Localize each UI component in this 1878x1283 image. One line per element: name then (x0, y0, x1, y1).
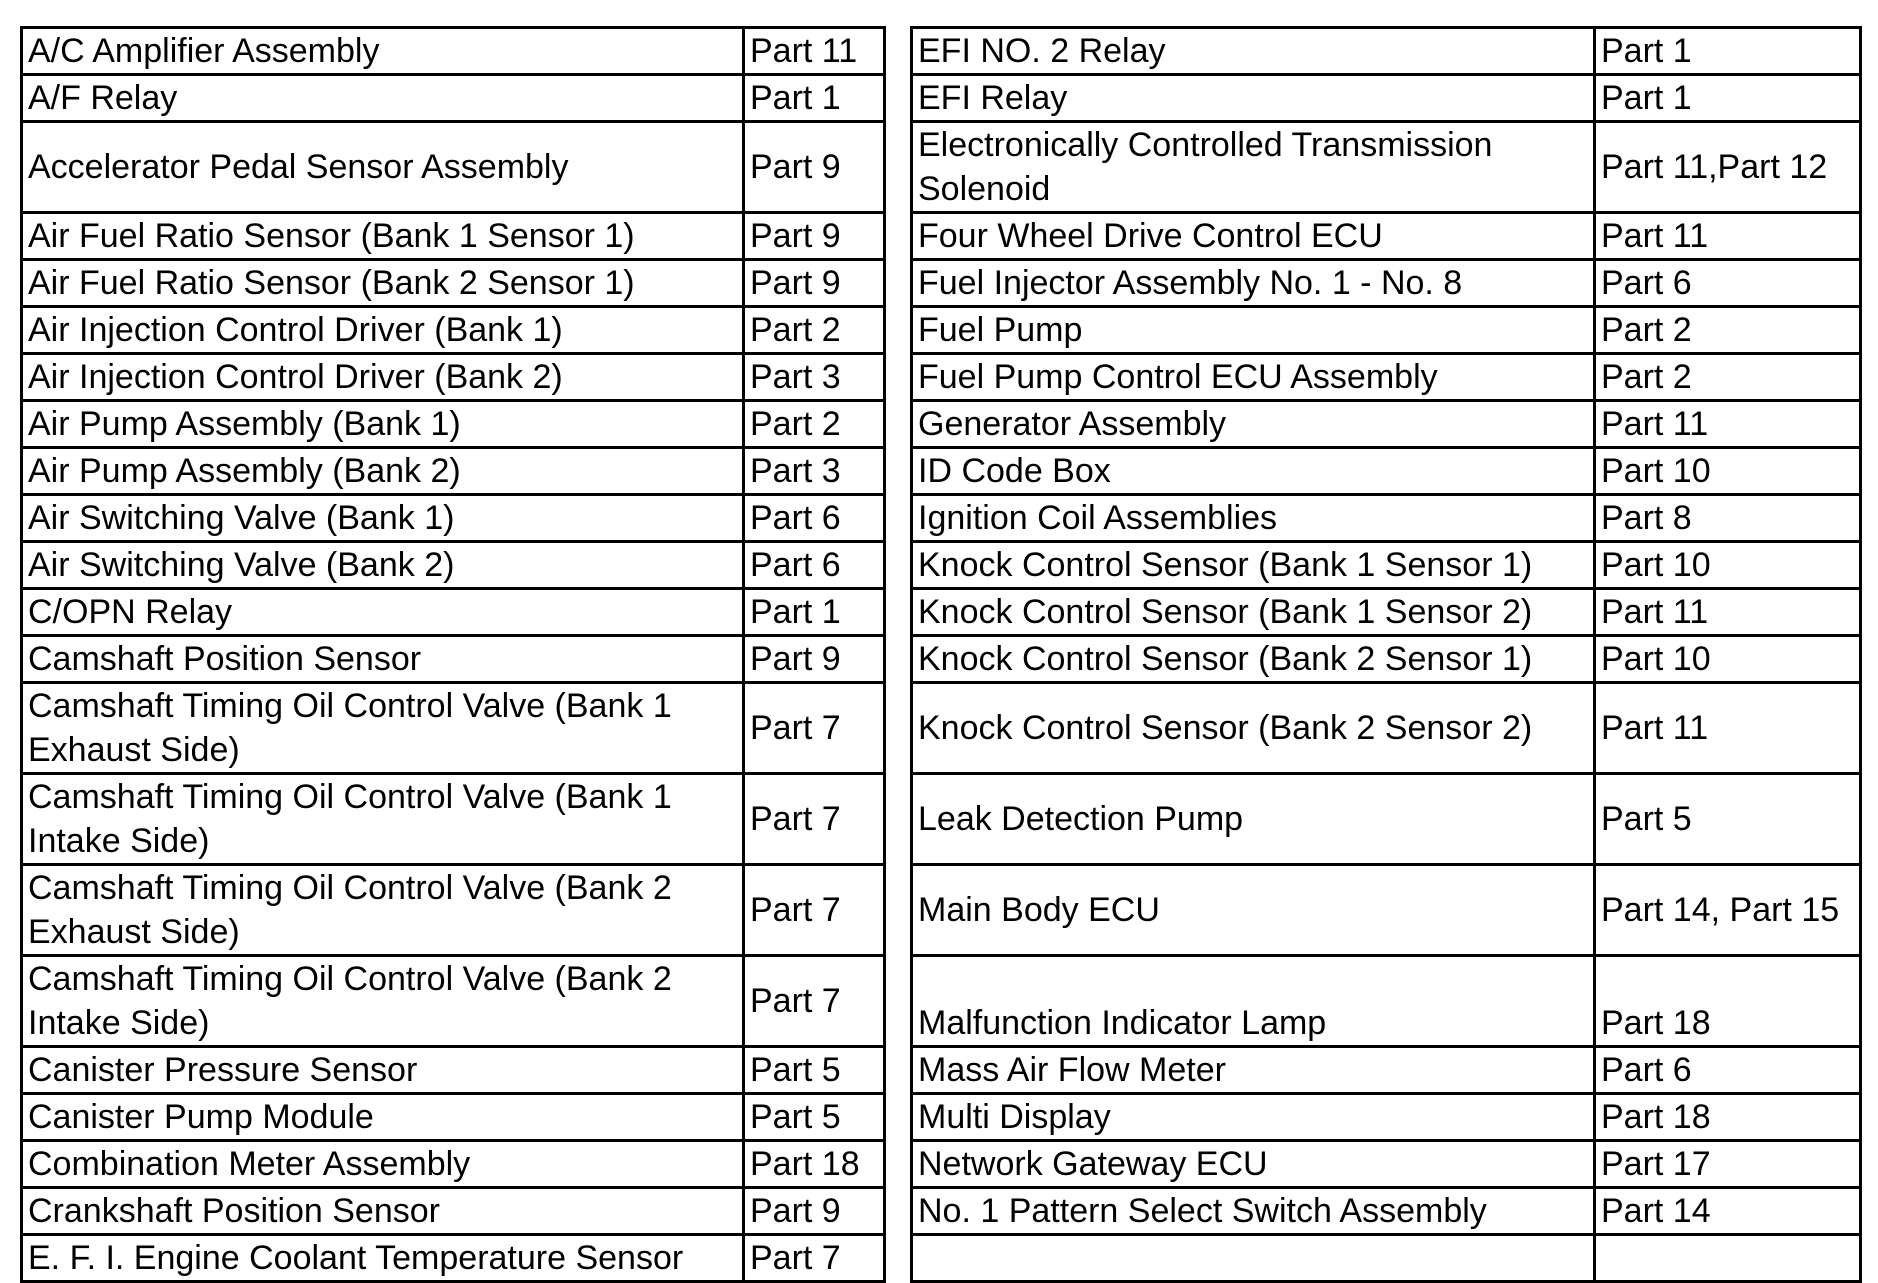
part-reference-cell: Part 3 (744, 354, 885, 401)
table-row (22, 589, 1861, 636)
column-gap (885, 1235, 912, 1282)
column-gap (885, 865, 912, 956)
table-row (22, 401, 1861, 448)
column-gap (885, 307, 912, 354)
part-reference-cell: Part 9 (744, 260, 885, 307)
column-gap (885, 260, 912, 307)
column-gap (885, 636, 912, 683)
component-name-cell: Leak Detection Pump (912, 774, 1595, 865)
component-name-cell: Knock Control Sensor (Bank 2 Sensor 2) (912, 683, 1595, 774)
component-name-cell: Camshaft Position Sensor (22, 636, 744, 683)
table-row (22, 636, 1861, 683)
part-reference-cell: Part 9 (744, 636, 885, 683)
column-gap (885, 401, 912, 448)
table-row (22, 354, 1861, 401)
column-gap (885, 683, 912, 774)
column-gap (885, 589, 912, 636)
part-reference-cell: Part 14, Part 15 (1595, 865, 1861, 956)
part-reference-cell: Part 14 (1595, 1188, 1861, 1235)
column-gap (885, 122, 912, 213)
part-reference-cell: Part 7 (744, 1235, 885, 1282)
component-name-cell: Camshaft Timing Oil Control Valve (Bank 2 Intake Side) (22, 956, 744, 1047)
part-reference-cell: Part 2 (1595, 307, 1861, 354)
component-name-cell: Electronically Controlled Transmission Solenoid (912, 122, 1595, 213)
column-gap (885, 213, 912, 260)
component-name-cell: ID Code Box (912, 448, 1595, 495)
table-row (22, 1235, 1861, 1282)
part-reference-cell: Part 8 (1595, 495, 1861, 542)
part-reference-cell: Part 5 (744, 1047, 885, 1094)
part-reference-cell: Part 11 (1595, 401, 1861, 448)
part-reference-cell: Part 1 (744, 75, 885, 122)
table-row (22, 1141, 1861, 1188)
component-name-cell: Knock Control Sensor (Bank 1 Sensor 1) (912, 542, 1595, 589)
part-reference-cell: Part 2 (744, 307, 885, 354)
part-reference-cell: Part 10 (1595, 636, 1861, 683)
column-gap (885, 495, 912, 542)
part-reference-cell: Part 11 (1595, 213, 1861, 260)
part-reference-cell: Part 5 (744, 1094, 885, 1141)
component-name-cell: Combination Meter Assembly (22, 1141, 744, 1188)
part-reference-cell: Part 2 (744, 401, 885, 448)
part-reference-cell: Part 5 (1595, 774, 1861, 865)
component-name-cell: Air Fuel Ratio Sensor (Bank 1 Sensor 1) (22, 213, 744, 260)
column-gap (885, 774, 912, 865)
part-reference-cell: Part 17 (1595, 1141, 1861, 1188)
table-row (22, 1094, 1861, 1141)
component-name-cell: Multi Display (912, 1094, 1595, 1141)
part-reference-cell: Part 9 (744, 122, 885, 213)
part-reference-cell: Part 9 (744, 1188, 885, 1235)
component-name-cell: Air Switching Valve (Bank 1) (22, 495, 744, 542)
component-name-cell: Network Gateway ECU (912, 1141, 1595, 1188)
component-name-cell: C/OPN Relay (22, 589, 744, 636)
parts-index-table (20, 26, 1862, 1283)
component-name-cell: Ignition Coil Assemblies (912, 495, 1595, 542)
component-name-cell: Knock Control Sensor (Bank 1 Sensor 2) (912, 589, 1595, 636)
column-gap (885, 448, 912, 495)
column-gap (885, 1188, 912, 1235)
part-reference-cell: Part 7 (744, 865, 885, 956)
component-name-cell: No. 1 Pattern Select Switch Assembly (912, 1188, 1595, 1235)
component-name-cell: A/F Relay (22, 75, 744, 122)
table-row (22, 495, 1861, 542)
part-reference-cell: Part 10 (1595, 542, 1861, 589)
table-row (22, 542, 1861, 589)
part-reference-cell: Part 1 (744, 589, 885, 636)
table-row (22, 865, 1861, 956)
part-reference-cell: Part 18 (1595, 1094, 1861, 1141)
component-name-cell: Knock Control Sensor (Bank 2 Sensor 1) (912, 636, 1595, 683)
component-name-cell: Accelerator Pedal Sensor Assembly (22, 122, 744, 213)
part-reference-cell: Part 11 (1595, 589, 1861, 636)
part-reference-cell: Part 1 (1595, 28, 1861, 75)
part-reference-cell: Part 6 (1595, 260, 1861, 307)
component-name-cell: EFI Relay (912, 75, 1595, 122)
table-row (22, 213, 1861, 260)
parts-index-body (22, 28, 1861, 1282)
component-name-cell: A/C Amplifier Assembly (22, 28, 744, 75)
component-name-cell: Camshaft Timing Oil Control Valve (Bank 2 Exhaust Side) (22, 865, 744, 956)
part-reference-cell: Part 7 (744, 774, 885, 865)
component-name-cell: Crankshaft Position Sensor (22, 1188, 744, 1235)
table-row (22, 307, 1861, 354)
table-row (22, 448, 1861, 495)
component-name-cell: Air Switching Valve (Bank 2) (22, 542, 744, 589)
table-row (22, 122, 1861, 213)
column-gap (885, 542, 912, 589)
part-reference-cell: Part 18 (1595, 956, 1861, 1047)
column-gap (885, 956, 912, 1047)
table-row (22, 28, 1861, 75)
component-name-cell: Canister Pump Module (22, 1094, 744, 1141)
part-reference-cell: Part 1 (1595, 75, 1861, 122)
component-name-cell: Air Injection Control Driver (Bank 2) (22, 354, 744, 401)
part-reference-cell: Part 11 (744, 28, 885, 75)
component-name-cell: Fuel Pump (912, 307, 1595, 354)
table-row (22, 956, 1861, 1047)
part-reference-cell: Part 6 (744, 495, 885, 542)
part-reference-cell: Part 7 (744, 956, 885, 1047)
component-name-cell: Main Body ECU (912, 865, 1595, 956)
component-name-cell (912, 1235, 1595, 1282)
part-reference-cell: Part 6 (744, 542, 885, 589)
table-row (22, 1047, 1861, 1094)
table-row (22, 774, 1861, 865)
component-name-cell: Malfunction Indicator Lamp (912, 956, 1595, 1047)
table-row (22, 1188, 1861, 1235)
column-gap (885, 1141, 912, 1188)
component-name-cell: Air Injection Control Driver (Bank 1) (22, 307, 744, 354)
component-name-cell: Air Pump Assembly (Bank 1) (22, 401, 744, 448)
part-reference-cell (1595, 1235, 1861, 1282)
part-reference-cell: Part 7 (744, 683, 885, 774)
component-name-cell: Mass Air Flow Meter (912, 1047, 1595, 1094)
component-name-cell: Fuel Injector Assembly No. 1 - No. 8 (912, 260, 1595, 307)
column-gap (885, 28, 912, 75)
component-name-cell: Air Pump Assembly (Bank 2) (22, 448, 744, 495)
component-name-cell: Canister Pressure Sensor (22, 1047, 744, 1094)
column-gap (885, 354, 912, 401)
column-gap (885, 1094, 912, 1141)
part-reference-cell: Part 10 (1595, 448, 1861, 495)
component-name-cell: Camshaft Timing Oil Control Valve (Bank 1 Exhaust Side) (22, 683, 744, 774)
column-gap (885, 1047, 912, 1094)
part-reference-cell: Part 18 (744, 1141, 885, 1188)
component-name-cell: EFI NO. 2 Relay (912, 28, 1595, 75)
part-reference-cell: Part 11,Part 12 (1595, 122, 1861, 213)
table-row (22, 75, 1861, 122)
part-reference-cell: Part 9 (744, 213, 885, 260)
component-name-cell: Camshaft Timing Oil Control Valve (Bank 1 Intake Side) (22, 774, 744, 865)
component-name-cell: E. F. I. Engine Coolant Temperature Sensor (22, 1235, 744, 1282)
table-row (22, 683, 1861, 774)
part-reference-cell: Part 2 (1595, 354, 1861, 401)
part-reference-cell: Part 6 (1595, 1047, 1861, 1094)
part-reference-cell: Part 11 (1595, 683, 1861, 774)
component-name-cell: Fuel Pump Control ECU Assembly (912, 354, 1595, 401)
column-gap (885, 75, 912, 122)
component-name-cell: Air Fuel Ratio Sensor (Bank 2 Sensor 1) (22, 260, 744, 307)
component-name-cell: Generator Assembly (912, 401, 1595, 448)
table-row (22, 260, 1861, 307)
part-reference-cell: Part 3 (744, 448, 885, 495)
component-name-cell: Four Wheel Drive Control ECU (912, 213, 1595, 260)
